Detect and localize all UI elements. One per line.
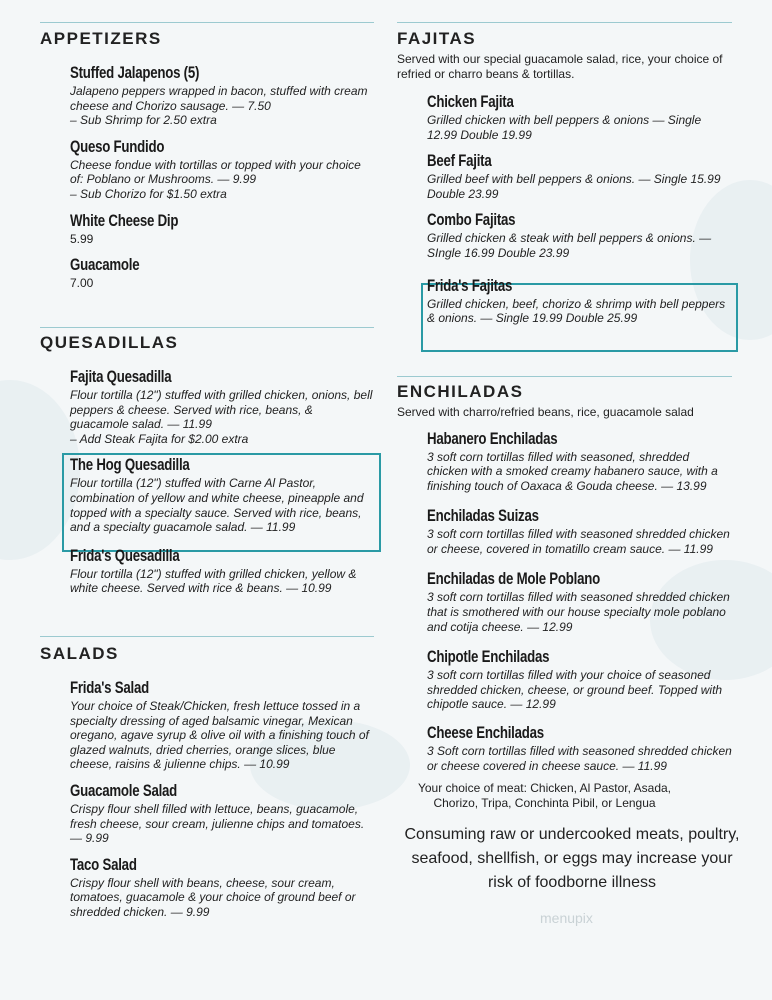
item-desc: 7.00 (70, 276, 94, 291)
item-name: Frida's Quesadilla (70, 545, 180, 565)
salads-section (40, 643, 374, 920)
section-intro: Served with charro/refried beans, rice, guacamole salad (397, 405, 694, 419)
item-name: Stuffed Jalapenos (5) (70, 63, 200, 82)
item-name: Queso Fundido (70, 136, 165, 156)
menu-item (70, 254, 374, 291)
item-name: Enchiladas de Mole Poblano (427, 569, 600, 589)
divider (397, 376, 732, 377)
item-name: Frida's Salad (70, 678, 149, 697)
section-title-enchiladas: ENCHILADAS (397, 382, 524, 401)
item-desc: 3 soft corn tortillas filled with seasoned shredded chicken or cheese, covered in tomatillo cream sauce. — 11.99 (427, 527, 730, 556)
meat-choice-note: Your choice of meat: Chicken, Al Pastor, Asada, Chorizo, Tripa, Conchinta Pibil, or Lengua (417, 781, 672, 811)
menu-item (427, 91, 732, 142)
item-desc: 3 soft corn tortillas filled with seasoned shredded chicken that is smothered with our house specialty mole poblano and cotija cheese. — 12.99 (427, 590, 730, 634)
fajitas-section (397, 28, 732, 326)
item-extra: – Add Steak Fajita for $2.00 extra (70, 431, 249, 446)
divider (40, 22, 374, 23)
menu-item (427, 505, 732, 556)
watermark: menupix (540, 910, 593, 926)
item-desc: Grilled chicken & steak with bell peppers & onions. — SIngle 16.99 Double 23.99 (427, 231, 712, 260)
menu-item (427, 646, 732, 712)
item-name: Habanero Enchiladas (427, 428, 558, 448)
item-name: Chipotle Enchiladas (427, 647, 550, 667)
item-desc: Flour tortilla (12") stuffed with grilled chicken, onions, bell peppers & cheese. Served with rice, beans, & guacamole salad. — 11.99 (70, 388, 373, 432)
item-desc: 3 Soft corn tortillas filled with seasoned shredded chicken or cheese covered in cheese sauce. — 11.99 (427, 744, 732, 773)
divider (40, 636, 374, 637)
item-name: Combo Fajitas (427, 210, 516, 230)
item-name: Cheese Enchiladas (427, 723, 544, 743)
item-desc: Jalapeno peppers wrapped in bacon, stuffed with cream cheese and Chorizo sausage. — 7.50 (70, 84, 368, 113)
quesadillas-section (40, 332, 374, 596)
item-name: The Hog Quesadilla (70, 455, 190, 475)
menu-item (427, 209, 732, 260)
foodborne-illness-warning: Consuming raw or undercooked meats, poultry, seafood, shellfish, or eggs may increase your risk of foodborne illness (404, 826, 740, 892)
item-desc: Flour tortilla (12") stuffed with Carne Al Pastor, combination of yellow and white cheese, pineapple and topped with a specialty sauce. Served with rice, beans, and a specialty guacamole salad. — 11.99 (70, 476, 364, 535)
item-name: Guacamole (70, 255, 140, 275)
left-column (40, 26, 374, 919)
appetizers-section (40, 28, 374, 291)
item-desc: Your choice of Steak/Chicken, fresh lettuce tossed in a specialty dressing of aged balsamic vinegar, Mexican oregano, agave syrup & olive oil with a finishing touch of glazed walnuts, dried cherries, orange slices, blue cheese, raisins & julienne chips. — 10.99 (70, 699, 369, 772)
item-name: Chicken Fajita (427, 92, 514, 111)
section-intro: Served with our special guacamole salad, rice, your choice of refried or charro beans & tortillas. (397, 52, 723, 81)
menu-item (427, 428, 732, 494)
menu-item (70, 677, 374, 772)
item-name: Taco Salad (70, 854, 137, 874)
item-name: Beef Fajita (427, 151, 492, 171)
item-desc: Grilled beef with bell peppers & onions. — Single 15.99 Double 23.99 (427, 172, 721, 201)
item-desc: 3 soft corn tortillas filled with your choice of seasoned shredded chicken, cheese, or ground beef. Topped with chipotle sauce. — 12.99 (427, 668, 723, 712)
section-title-appetizers: APPETIZERS (40, 29, 162, 48)
item-extra: – Sub Shrimp for 2.50 extra (70, 113, 217, 128)
menu-item (70, 366, 374, 446)
menu-item (70, 780, 374, 846)
item-desc: 5.99 (70, 231, 94, 246)
menu-item (70, 62, 374, 128)
menu-item (427, 275, 732, 326)
item-name: Enchiladas Suizas (427, 506, 539, 526)
section-title-fajitas: FAJITAS (397, 29, 477, 48)
menu-item (70, 210, 374, 247)
divider (397, 22, 732, 23)
menu-item (70, 854, 374, 920)
item-desc: Crispy flour shell filled with lettuce, beans, guacamole, fresh cheese, sour cream, julienne chips and tomatoes. — 9.99 (70, 801, 365, 846)
menu-item (70, 136, 374, 202)
item-desc: Flour tortilla (12") stuffed with grilled chicken, yellow & white cheese. Served with rice & beans. — 10.99 (70, 566, 357, 596)
item-name: Frida's Fajitas (427, 275, 513, 295)
item-desc: Grilled chicken, beef, chorizo & shrimp with bell peppers & onions. — Single 19.99 Double 25.99 (427, 296, 726, 326)
section-title-salads: SALADS (40, 644, 119, 663)
item-desc: Crispy flour shell with beans, cheese, sour cream, tomatoes, guacamole & your choice of ground beef or shredded chicken. — 9.99 (70, 875, 356, 919)
menu-item (70, 454, 374, 534)
item-name: Guacamole Salad (70, 780, 178, 800)
item-desc: Grilled chicken with bell peppers & onions — Single 12.99 Double 19.99 (427, 113, 702, 142)
item-desc: Cheese fondue with tortillas or topped with your choice of: Poblano or Mushrooms. — 9.99 (70, 157, 361, 187)
menu-item (70, 545, 374, 596)
right-column (397, 26, 740, 892)
item-desc: 3 soft corn tortillas filled with seasoned, shredded chicken with a smoked creamy habanero sauce, with a finishing touch of Oaxaca & Gouda cheese. — 13.99 (427, 449, 718, 493)
item-name: Fajita Quesadilla (70, 367, 172, 386)
item-name: White Cheese Dip (70, 210, 179, 230)
section-title-quesadillas: QUESADILLAS (40, 333, 179, 352)
enchiladas-section (397, 381, 740, 895)
item-extra: – Sub Chorizo for $1.50 extra (70, 186, 227, 201)
menu-item (427, 722, 732, 773)
menu-item (427, 150, 732, 201)
menu-item (427, 568, 732, 634)
divider (40, 327, 374, 328)
